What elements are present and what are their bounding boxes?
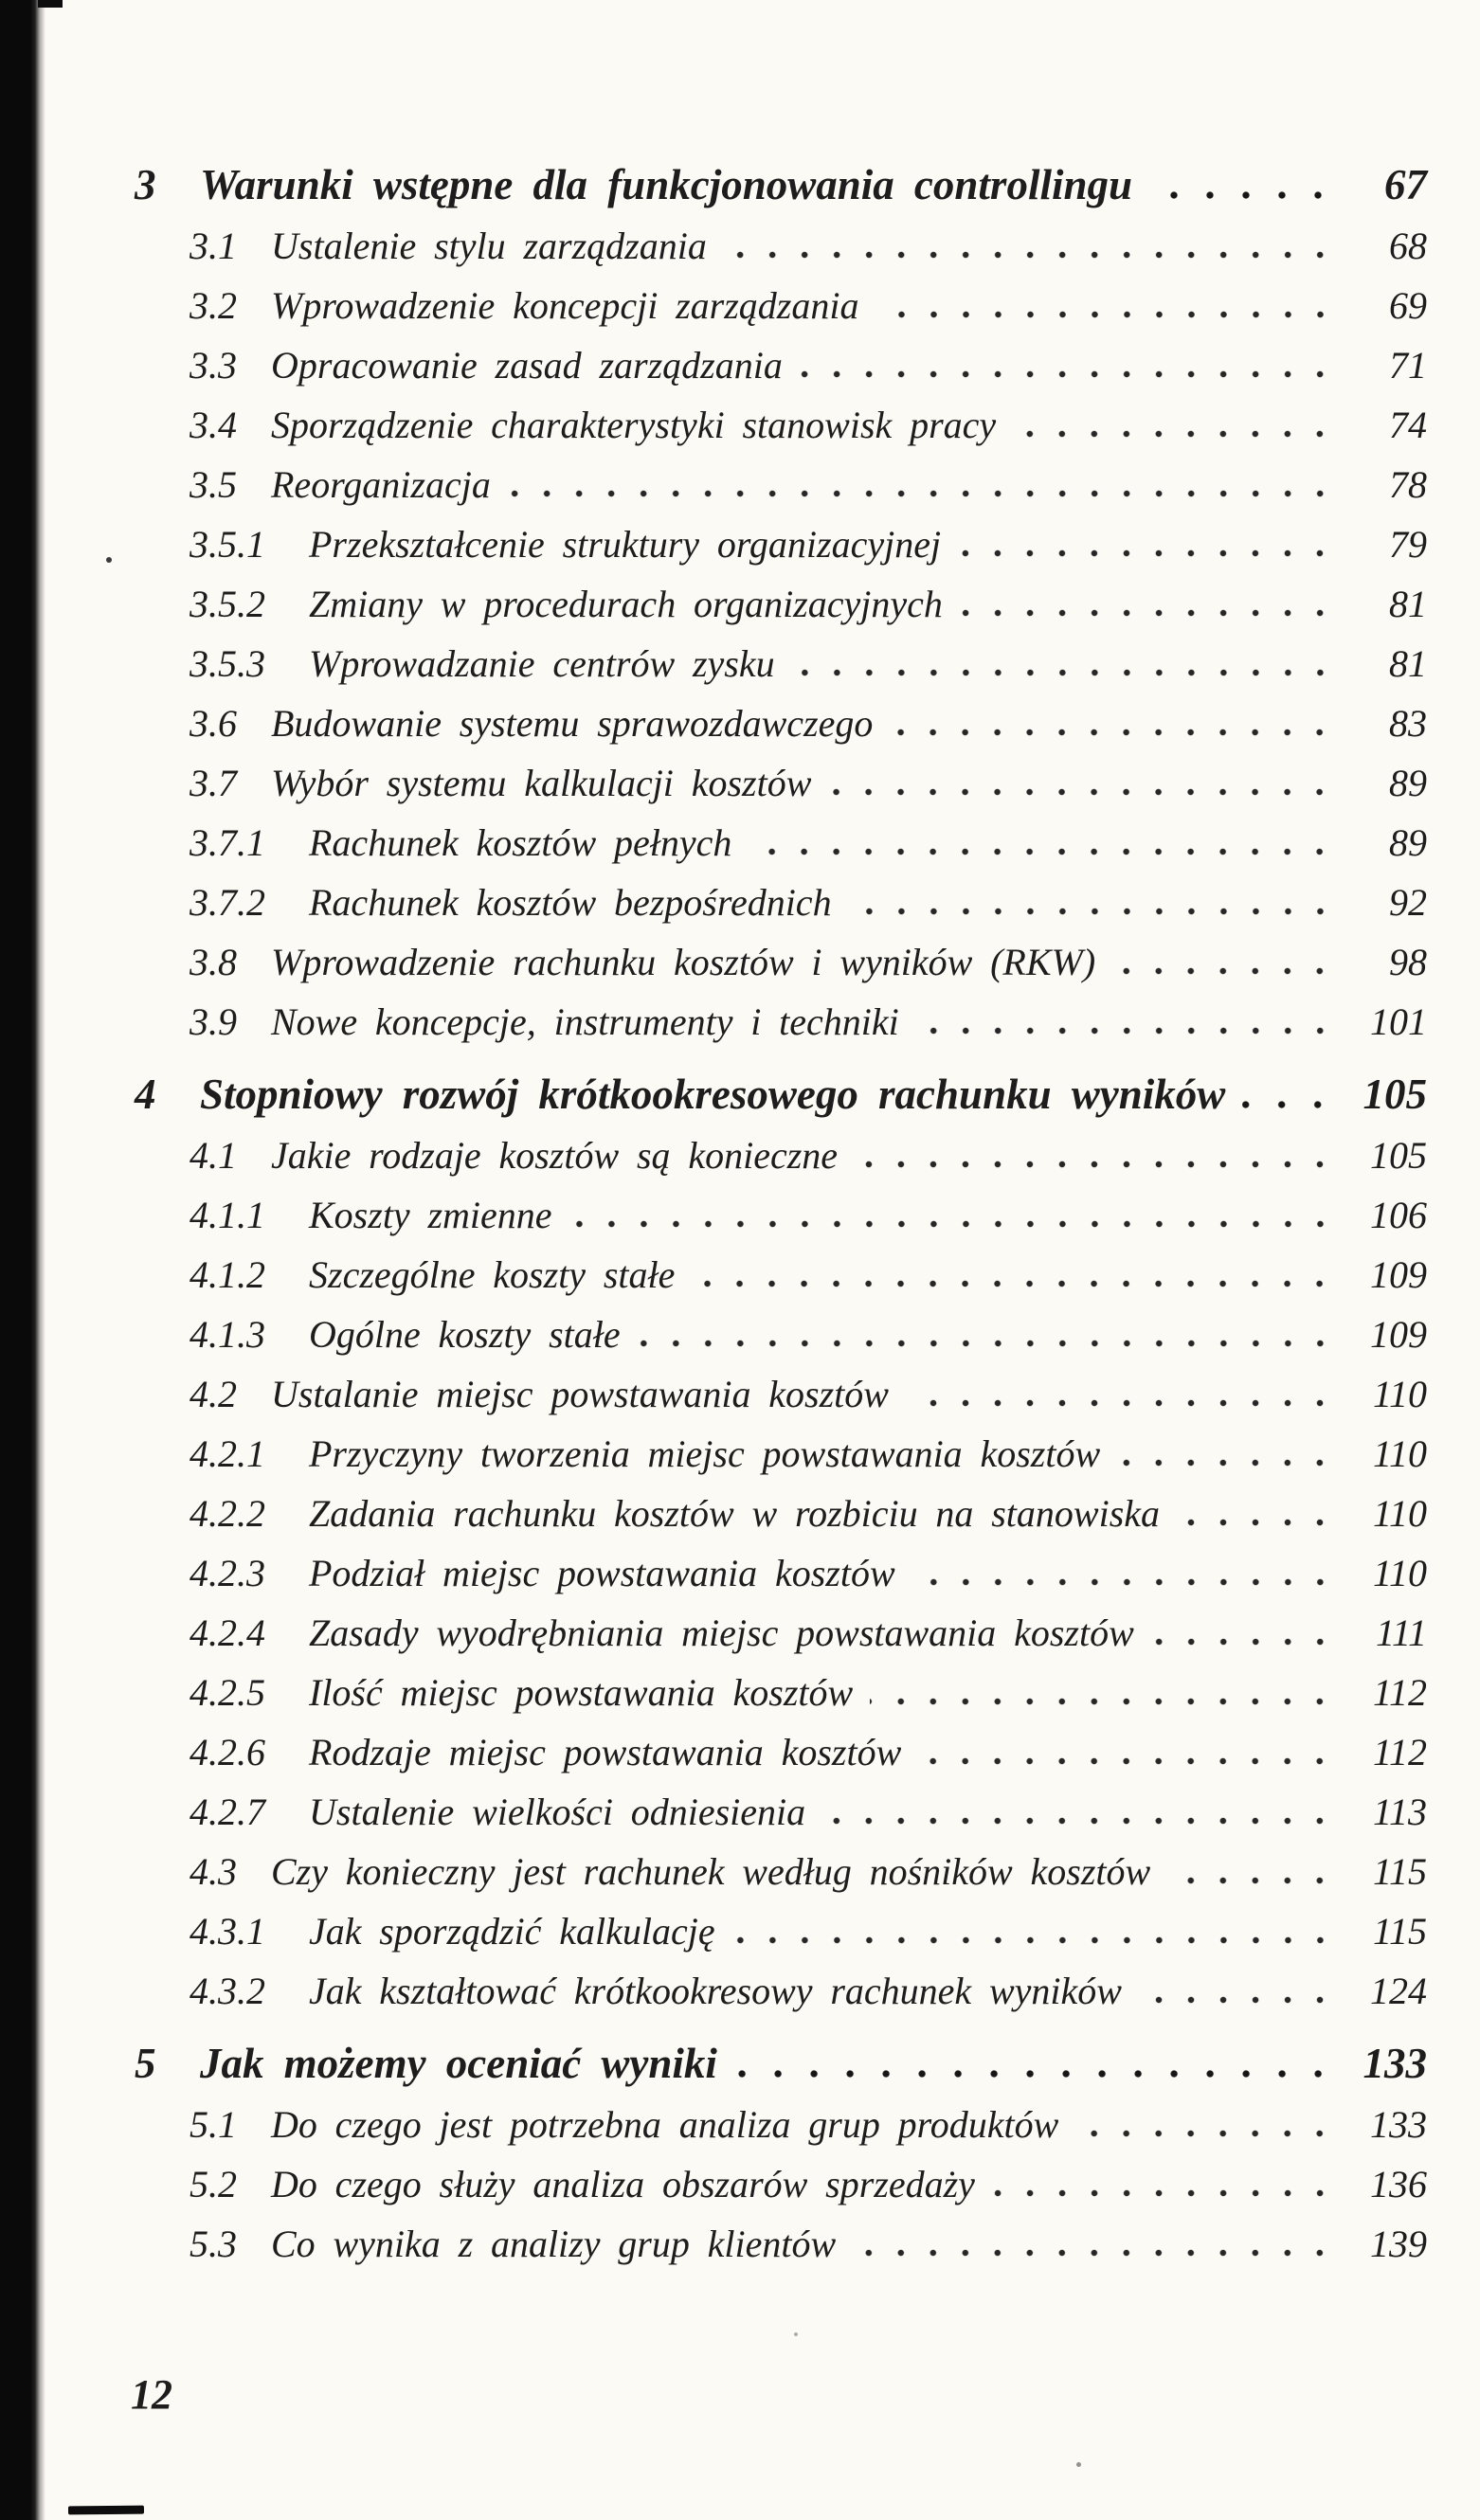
dot-leader xyxy=(992,2189,1336,2197)
toc-entry-page: 98 xyxy=(1389,941,1427,983)
toc-entry-number: 4.1.2 xyxy=(190,1253,265,1296)
toc-entry xyxy=(0,992,1480,1052)
toc-entry xyxy=(0,574,1480,634)
dot-leader xyxy=(800,370,1336,378)
toc-entry-page: 139 xyxy=(1370,2223,1427,2265)
dot-leader xyxy=(1139,1996,1336,2004)
toc-entry xyxy=(0,693,1480,753)
dot-leader xyxy=(1167,1877,1336,1884)
toc-entry-title: Warunki wstępne dla funkcjonowania controllingu xyxy=(200,161,1133,208)
toc-entry-page: 79 xyxy=(1389,523,1427,566)
toc-entry-title: Podział miejsc powstawania kosztów xyxy=(309,1552,895,1594)
toc-entry-page: 113 xyxy=(1372,1791,1427,1833)
dot-leader xyxy=(906,1399,1336,1407)
toc-list xyxy=(0,153,1480,2274)
toc-entry xyxy=(0,153,1480,216)
toc-entry-number: 3.1 xyxy=(190,225,237,267)
dot-leader xyxy=(724,251,1336,259)
toc-entry-number: 5.2 xyxy=(190,2163,237,2205)
toc-entry-page: 105 xyxy=(1363,1071,1427,1118)
toc-entry-number: 3.5.2 xyxy=(190,583,265,625)
toc-entry-title: Czy konieczny jest rachunek według nośników kosztów xyxy=(271,1850,1151,1893)
dot-leader xyxy=(853,2249,1336,2257)
toc-entry-title: Sporządzenie charakterystyki stanowisk pracy xyxy=(271,404,997,446)
dot-leader xyxy=(960,609,1336,617)
toc-entry-number: 3 xyxy=(135,161,156,208)
toc-entry-number: 3.2 xyxy=(190,284,237,327)
toc-entry-page: 83 xyxy=(1389,702,1427,745)
toc-entry xyxy=(0,1305,1480,1364)
dot-leader xyxy=(1117,1459,1336,1467)
toc-entry-page: 133 xyxy=(1363,2040,1427,2087)
toc-entry-title: Nowe koncepcje, instrumenty i techniki xyxy=(271,1000,899,1043)
dot-leader xyxy=(918,1757,1336,1765)
toc-entry xyxy=(0,1603,1480,1663)
scan-mark-bottom xyxy=(68,2506,144,2515)
toc-entry-number: 3.6 xyxy=(190,702,237,745)
toc-entry-title: Rachunek kosztów bezpośrednich xyxy=(309,881,832,924)
dot-leader xyxy=(822,1817,1336,1825)
toc-entry xyxy=(0,2214,1480,2274)
dot-leader xyxy=(828,788,1336,796)
toc-entry-title: Jak możemy oceniać wyniki xyxy=(200,2040,717,2087)
toc-entry-page: 109 xyxy=(1370,1313,1427,1356)
toc-entry-page: 109 xyxy=(1370,1253,1427,1296)
toc-entry-number: 5 xyxy=(135,2040,156,2087)
toc-entry-number: 3.5 xyxy=(190,463,237,506)
toc-entry-page: 71 xyxy=(1389,344,1427,387)
toc-entry-number: 3.4 xyxy=(190,404,237,446)
toc-entry-page: 67 xyxy=(1384,161,1427,208)
dot-leader xyxy=(792,669,1336,676)
toc-entry-page: 81 xyxy=(1389,642,1427,685)
toc-entry-title: Rachunek kosztów pełnych xyxy=(309,821,732,864)
toc-entry xyxy=(0,873,1480,932)
toc-entry-page: 136 xyxy=(1370,2163,1427,2205)
toc-entry-title: Ilość miejsc powstawania kosztów xyxy=(309,1671,854,1714)
toc-entry-title: Koszty zmienne xyxy=(309,1194,552,1236)
toc-entry-title: Ogólne koszty stałe xyxy=(309,1313,621,1356)
toc-entry-number: 4.2.1 xyxy=(190,1432,265,1475)
toc-entry xyxy=(0,1063,1480,1125)
toc-entry-title: Przekształcenie struktury organizacyjnej xyxy=(309,523,942,566)
dot-leader xyxy=(855,1161,1336,1168)
toc-entry-page: 112 xyxy=(1372,1731,1427,1773)
toc-entry-title: Ustalenie stylu zarządzania xyxy=(271,225,707,267)
toc-entry xyxy=(0,932,1480,992)
toc-entry-page: 110 xyxy=(1372,1492,1427,1535)
scan-speck xyxy=(794,2332,798,2336)
toc-entry-number: 3.7.1 xyxy=(190,821,265,864)
toc-entry-title: Jak kształtować krótkookresowy rachunek wyników xyxy=(309,1970,1122,2012)
toc-entry-title: Opracowanie zasad zarządzania xyxy=(271,344,783,387)
toc-entry-number: 5.3 xyxy=(190,2223,237,2265)
toc-entry-number: 4.2.4 xyxy=(190,1611,265,1654)
toc-entry xyxy=(0,1185,1480,1245)
toc-entry xyxy=(0,1901,1480,1961)
toc-entry xyxy=(0,395,1480,455)
toc-entry-number: 4.2.3 xyxy=(190,1552,265,1594)
toc-entry-page: 115 xyxy=(1372,1910,1427,1953)
toc-entry-title: Wybór systemu kalkulacji kosztów xyxy=(271,762,812,804)
scan-mark-top xyxy=(38,0,63,8)
dot-leader xyxy=(916,1027,1336,1035)
toc-entry xyxy=(0,2032,1480,2095)
toc-entry xyxy=(0,634,1480,693)
toc-entry-number: 3.5.1 xyxy=(190,523,265,566)
toc-entry-title: Szczególne koszty stałe xyxy=(309,1253,676,1296)
toc-entry-number: 3.5.3 xyxy=(190,642,265,685)
dot-leader xyxy=(1075,2130,1336,2137)
toc-entry-title: Wprowadzenie koncepcji zarządzania xyxy=(271,284,859,327)
toc-entry xyxy=(0,753,1480,813)
toc-entry-number: 3.7 xyxy=(190,762,237,804)
dot-leader xyxy=(958,549,1336,557)
dot-leader xyxy=(1151,1638,1336,1646)
toc-entry-page: 78 xyxy=(1389,463,1427,506)
toc-entry-page: 111 xyxy=(1375,1611,1427,1654)
toc-entry xyxy=(0,216,1480,276)
toc-entry-page: 133 xyxy=(1370,2103,1427,2146)
toc-entry-number: 4.3.2 xyxy=(190,1970,265,2012)
toc-entry xyxy=(0,335,1480,395)
toc-entry-page: 89 xyxy=(1389,821,1427,864)
toc-entry-number: 4.2.5 xyxy=(190,1671,265,1714)
toc-entry-title: Rodzaje miejsc powstawania kosztów xyxy=(309,1731,902,1773)
toc-entry xyxy=(0,1842,1480,1901)
toc-entry-number: 4.2.7 xyxy=(190,1791,265,1833)
toc-entry-title: Zadania rachunku kosztów w rozbiciu na stanowiska xyxy=(309,1492,1161,1535)
toc-entry-page: 81 xyxy=(1389,583,1427,625)
toc-entry-number: 4.1.3 xyxy=(190,1313,265,1356)
toc-entry-page: 110 xyxy=(1372,1373,1427,1415)
toc-entry-number: 4 xyxy=(135,1071,156,1118)
dot-leader xyxy=(1149,191,1336,199)
dot-leader xyxy=(749,848,1336,855)
toc-entry xyxy=(0,1543,1480,1603)
toc-entry-number: 3.3 xyxy=(190,344,237,387)
toc-entry-number: 4.2.6 xyxy=(190,1731,265,1773)
toc-entry-page: 101 xyxy=(1370,1000,1427,1043)
dot-leader xyxy=(876,311,1337,318)
toc-entry xyxy=(0,1125,1480,1185)
toc-entry-number: 4.3.1 xyxy=(190,1910,265,1953)
toc-entry-title: Co wynika z analizy grup klientów xyxy=(271,2223,837,2265)
toc-entry-number: 4.2.2 xyxy=(190,1492,265,1535)
toc-entry xyxy=(0,1663,1480,1722)
dot-leader xyxy=(638,1340,1336,1347)
toc-entry xyxy=(0,514,1480,574)
toc-entry-number: 4.1 xyxy=(190,1134,237,1177)
toc-entry-title: Do czego służy analiza obszarów sprzedaży xyxy=(271,2163,975,2205)
toc-entry-title: Budowanie systemu sprawozdawczego xyxy=(271,702,874,745)
scan-speck xyxy=(106,557,112,563)
toc-entry-title: Zmiany w procedurach organizacyjnych xyxy=(309,583,943,625)
toc-entry-page: 89 xyxy=(1389,762,1427,804)
dot-leader xyxy=(1112,967,1336,975)
dot-leader xyxy=(734,2070,1336,2078)
toc-entry-title: Wprowadzenie rachunku kosztów i wyników (RKW) xyxy=(271,941,1096,983)
toc-entry xyxy=(0,1364,1480,1424)
toc-entry xyxy=(0,2154,1480,2214)
toc-entry-number: 4.2 xyxy=(190,1373,237,1415)
dot-leader xyxy=(1242,1101,1336,1108)
dot-leader xyxy=(870,1698,1336,1705)
toc-entry-page: 74 xyxy=(1389,404,1427,446)
toc-entry xyxy=(0,1782,1480,1842)
toc-entry xyxy=(0,455,1480,514)
toc-entry-number: 5.1 xyxy=(190,2103,237,2146)
dot-leader xyxy=(912,1578,1336,1586)
toc-entry-title: Reorganizacja xyxy=(271,463,491,506)
toc-entry-title: Ustalenie wielkości odniesienia xyxy=(309,1791,806,1833)
toc-entry-page: 110 xyxy=(1372,1432,1427,1475)
dot-leader xyxy=(692,1280,1336,1287)
toc-entry-number: 4.3 xyxy=(190,1850,237,1893)
dot-leader xyxy=(569,1220,1336,1228)
dot-leader xyxy=(1177,1519,1336,1526)
toc-entry-page: 112 xyxy=(1372,1671,1427,1714)
toc-entry-page: 115 xyxy=(1372,1850,1427,1893)
toc-entry xyxy=(0,1722,1480,1782)
toc-entry-title: Zasady wyodrębniania miejsc powstawania kosztów xyxy=(309,1611,1134,1654)
dot-leader xyxy=(1013,430,1336,438)
toc-entry-page: 68 xyxy=(1389,225,1427,267)
toc-entry-page: 69 xyxy=(1389,284,1427,327)
toc-entry xyxy=(0,1424,1480,1484)
toc-entry-title: Ustalanie miejsc powstawania kosztów xyxy=(271,1373,889,1415)
toc-entry-title: Wprowadzanie centrów zysku xyxy=(309,642,775,685)
toc-entry-title: Przyczyny tworzenia miejsc powstawania kosztów xyxy=(309,1432,1101,1475)
toc-entry-title: Jakie rodzaje kosztów są konieczne xyxy=(271,1134,839,1177)
toc-entry-title: Stopniowy rozwój krótkookresowego rachunku wyników xyxy=(200,1071,1226,1118)
toc-entry-title: Jak sporządzić kalkulację xyxy=(309,1910,715,1953)
toc-entry-page: 92 xyxy=(1389,881,1427,924)
toc-entry-number: 3.9 xyxy=(190,1000,237,1043)
toc-entry xyxy=(0,1961,1480,2021)
scan-speck xyxy=(1076,2462,1081,2467)
dot-leader xyxy=(508,490,1336,497)
toc-entry xyxy=(0,813,1480,873)
toc-entry xyxy=(0,1245,1480,1305)
toc-entry-page: 106 xyxy=(1370,1194,1427,1236)
toc-entry xyxy=(0,276,1480,335)
dot-leader xyxy=(732,1936,1336,1944)
toc-entry xyxy=(0,1484,1480,1543)
dot-leader xyxy=(890,729,1336,736)
dot-leader xyxy=(849,908,1336,915)
toc-entry xyxy=(0,2095,1480,2154)
toc-entry-page: 110 xyxy=(1372,1552,1427,1594)
toc-entry-page: 124 xyxy=(1370,1970,1427,2012)
folio-page-number: 12 xyxy=(131,2371,172,2418)
toc-entry-number: 3.7.2 xyxy=(190,881,265,924)
toc-entry-title: Do czego jest potrzebna analiza grup produktów xyxy=(271,2103,1059,2146)
toc-entry-number: 4.1.1 xyxy=(190,1194,265,1236)
toc-entry-number: 3.8 xyxy=(190,941,237,983)
toc-entry-page: 105 xyxy=(1370,1134,1427,1177)
